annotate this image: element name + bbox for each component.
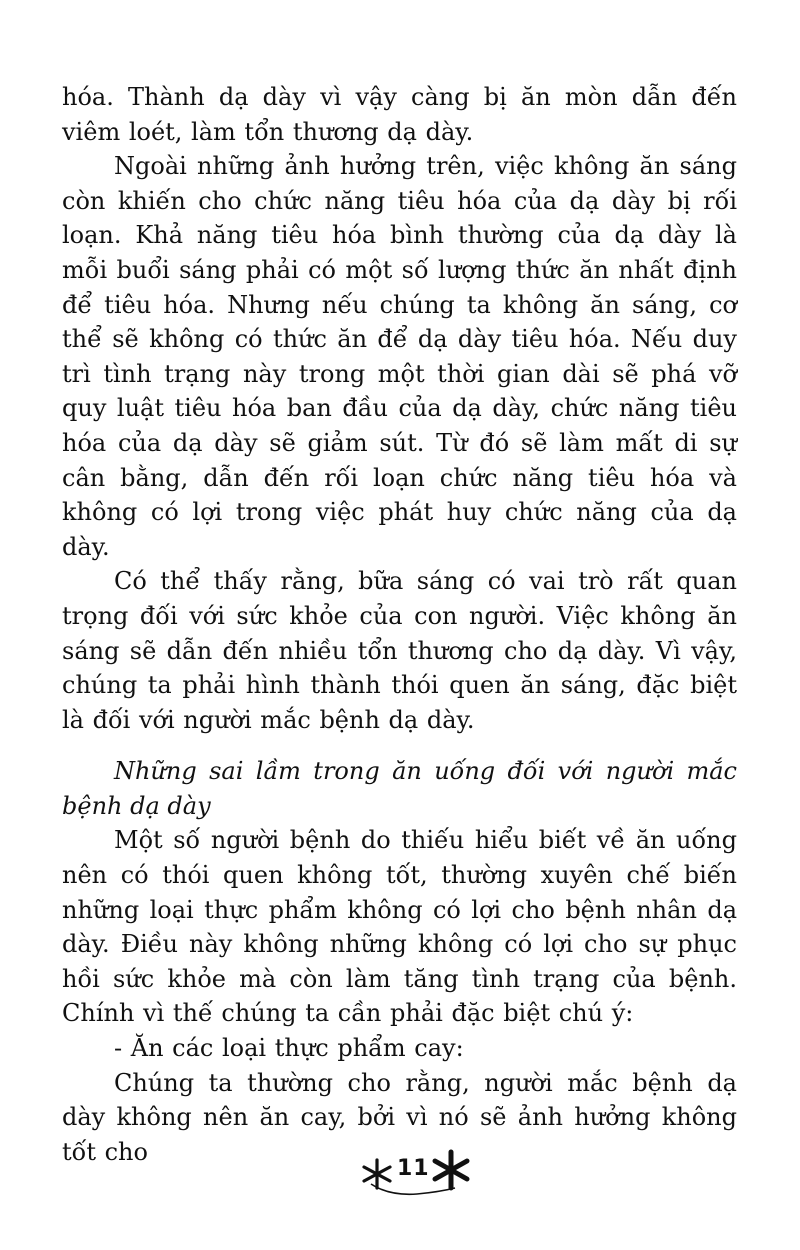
swash-underline-icon xyxy=(369,1182,469,1198)
paragraph-breakfast-importance: Có thể thấy rằng, bữa sáng có vai trò rất quan trọng đối với sức khỏe của con người. Việc không ăn sáng sẽ dẫn đến nhiều tổn thương cho dạ dày. Vì vậy, chúng ta phải hình thành thói quen ăn sáng, đặc biệt là đối với người mắc bệnh dạ dày. xyxy=(62,567,737,734)
section-heading: Những sai lầm trong ăn uống đối với người mắc bệnh dạ dày xyxy=(62,757,737,820)
page-body xyxy=(62,80,737,1169)
paragraph-skipping-breakfast-effects: Ngoài những ảnh hưởng trên, việc không ăn sáng còn khiến cho chức năng tiêu hóa của dạ dày bị rối loạn. Khả năng tiêu hóa bình thường của dạ dày là mỗi buổi sáng phải có một số lượng thức ăn nhất định để tiêu hóa. Nhưng nếu chúng ta không ăn sáng, cơ thể sẽ không có thức ăn để dạ dày tiêu hóa. Nếu duy trì tình trạng này trong một thời gian dài sẽ phá vỡ quy luật tiêu hóa ban đầu của dạ dày, chức năng tiêu hóa của dạ dày sẽ giảm sút. Từ đó sẽ làm mất di sự cân bằng, dẫn đến rối loạn chức năng tiêu hóa và không có lợi trong việc phát huy chức năng của dạ dày. xyxy=(62,152,737,561)
paragraph-spicy-food: Chúng ta thường cho rằng, người mắc bệnh dạ dày không nên ăn cay, bởi vì nó sẽ ảnh hưởng không tốt cho xyxy=(62,1068,737,1166)
page-footer xyxy=(355,1148,475,1198)
page-number: 11 xyxy=(397,1156,430,1181)
list-item-spicy-food: - Ăn các loại thực phẩm cay: xyxy=(114,1034,464,1063)
paragraph-dietary-mistakes: Một số người bệnh do thiếu hiểu biết về ăn uống nên có thói quen không tốt, thường xuyên chế biến những loại thực phẩm không có lợi cho bệnh nhân dạ dày. Điều này không những không có lợi cho sự phục hồi sức khỏe mà còn làm tăng tình trạng của bệnh. Chính vì thế chúng ta cần phải đặc biệt chú ý: xyxy=(62,826,737,1028)
paragraph-continuation: hóa. Thành dạ dày vì vậy càng bị ăn mòn dẫn đến viêm loét, làm tổn thương dạ dày. xyxy=(62,83,737,146)
